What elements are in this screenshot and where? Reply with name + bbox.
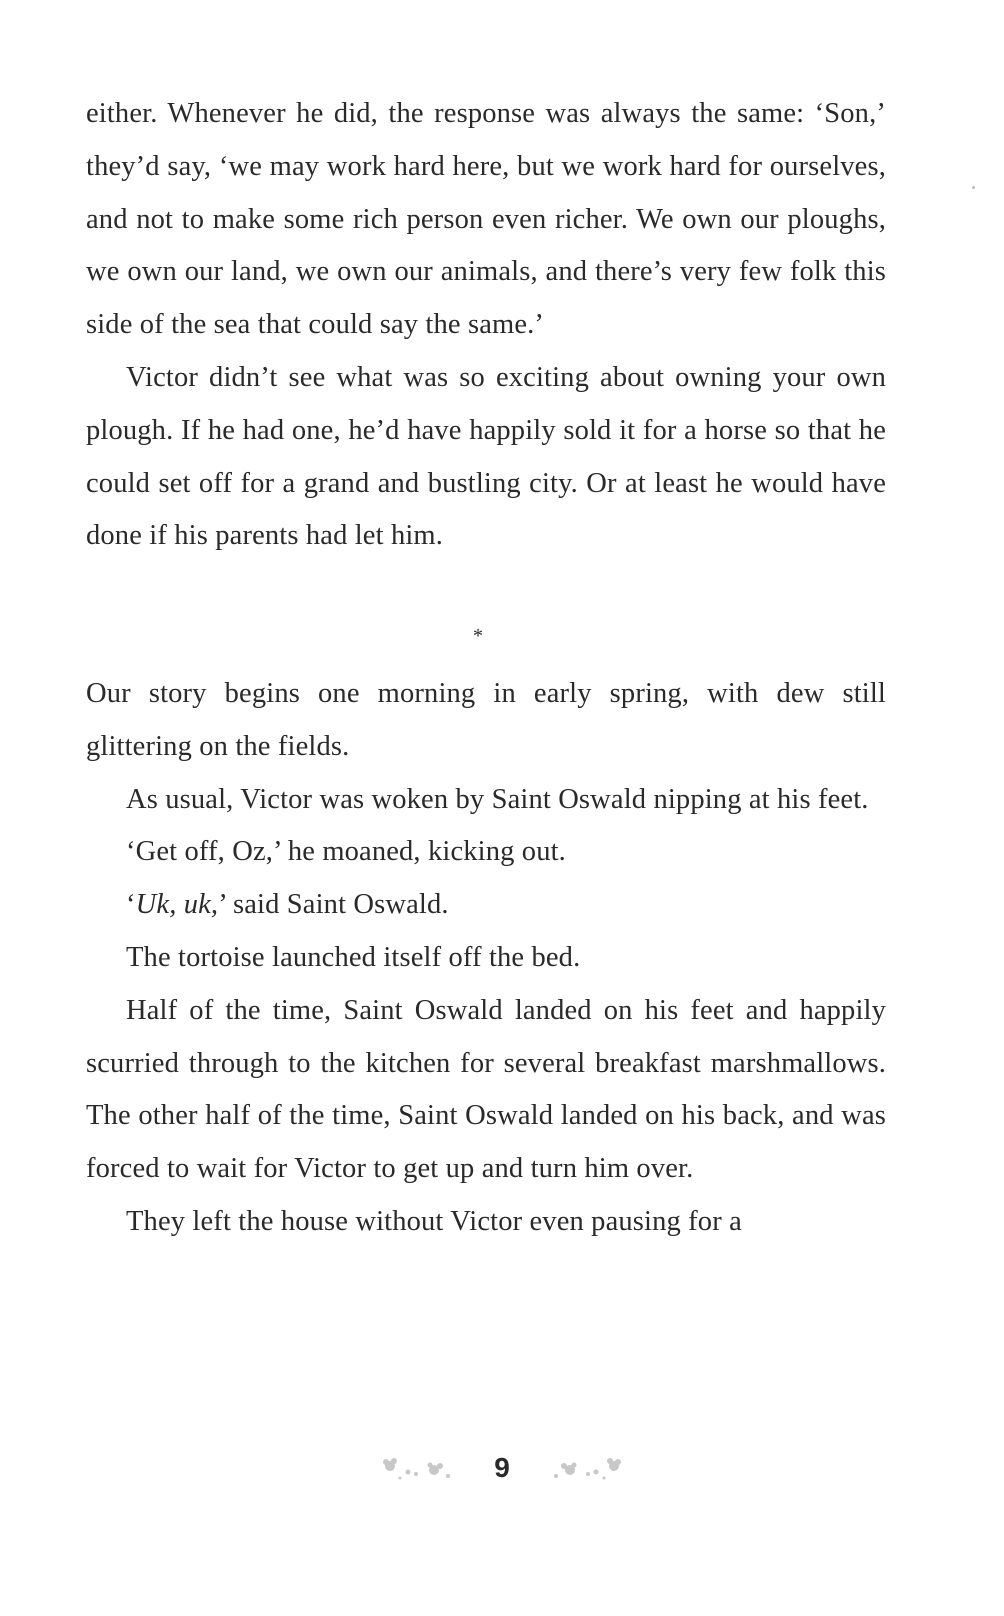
- paragraph: ‘Get off, Oz,’ he moaned, kicking out.: [126, 836, 566, 868]
- floral-ornament-icon: [378, 1448, 468, 1488]
- paragraph: [86, 879, 886, 932]
- quote-rest: ’ said Saint Oswald.: [218, 889, 449, 921]
- paragraph: They left the house without Victor even pausing for a: [126, 1205, 742, 1237]
- paragraph: either. Whenever he did, the response was always the same: ‘Son,’ they’d say, ‘we may work hard here, but we work hard for ourselves, and not to make some rich person even richer. We own our ploughs, we own our land, we own our animals, and there’s very few folk this side of the sea that could say the same.’: [86, 98, 886, 341]
- text-after-break: [86, 668, 886, 1249]
- floral-ornament-icon: [536, 1448, 626, 1488]
- scene-break-asterisk: *: [473, 625, 483, 647]
- scene-break: [86, 612, 886, 665]
- text-before-break: [86, 88, 886, 563]
- paragraph: Half of the time, Saint Oswald landed on his feet and happily scurried through to the kitchen for several breakfast marshmallows. The other half of the time, Saint Oswald landed on his back, and was forced to wait for Victor to get up and turn him over.: [86, 994, 886, 1185]
- italic-sound: Uk, uk,: [135, 889, 219, 921]
- paragraph: As usual, Victor was woken by Saint Oswald nipping at his feet.: [126, 783, 869, 815]
- page-number: 9: [494, 1452, 510, 1483]
- paragraph: Our story begins one morning in early spring, with dew still glittering on the fields.: [86, 678, 886, 762]
- paragraph: The tortoise launched itself off the bed.: [126, 941, 581, 973]
- page-footer: [0, 1438, 1004, 1498]
- paragraph: Victor didn’t see what was so exciting about owning your own plough. If he had one, he’d have happily sold it for a horse so that he could set off for a grand and bustling city. Or at least he would have done if his parents had let him.: [86, 361, 886, 552]
- scan-speck: [972, 186, 975, 189]
- quote-open: ‘: [126, 889, 136, 921]
